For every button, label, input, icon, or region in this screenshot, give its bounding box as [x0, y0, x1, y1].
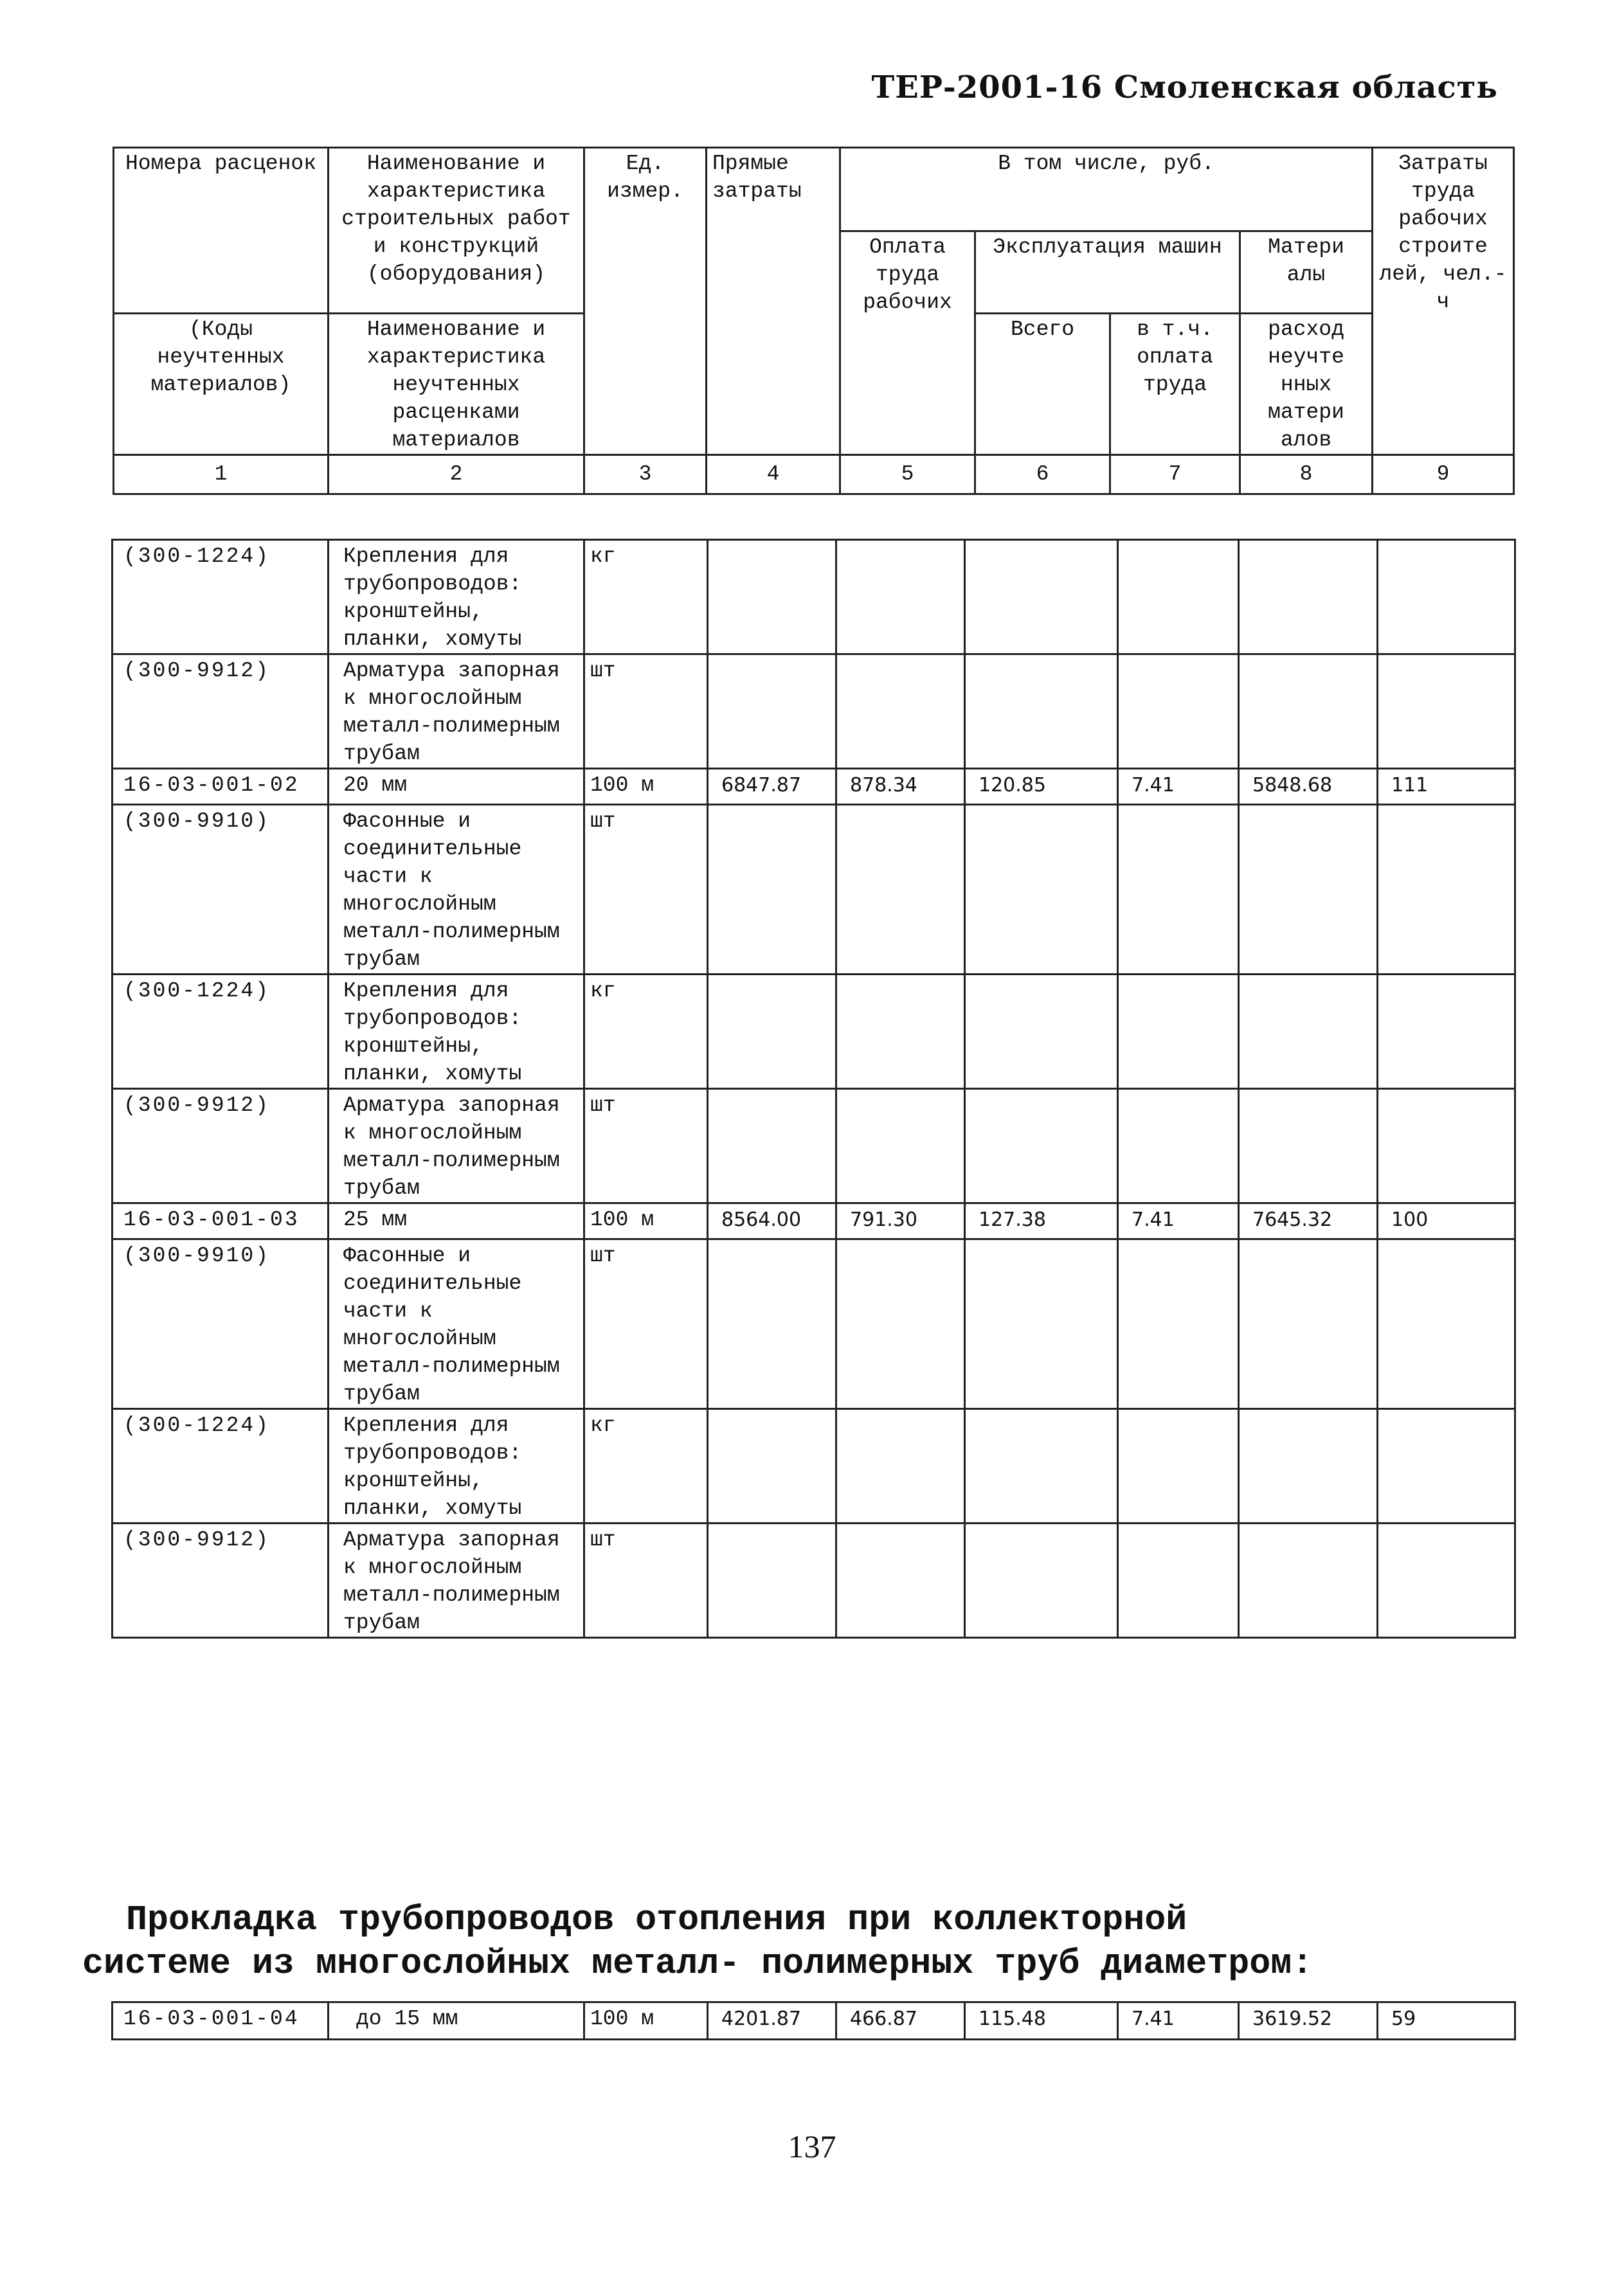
rate-labor: 466.87	[836, 2002, 965, 2040]
material-row	[113, 975, 1515, 1089]
material-code: (300-9912)	[113, 1524, 329, 1638]
header-num-6: 6	[975, 455, 1110, 494]
section-title	[82, 1898, 1313, 1986]
rate-machines-labor: 7.41	[1118, 1203, 1239, 1239]
rate-workers: 111	[1378, 769, 1515, 805]
rate-machines-total: 127.38	[965, 1203, 1118, 1239]
rate-unit: 100 м	[584, 1203, 708, 1239]
rate-code: 16-03-001-03	[113, 1203, 329, 1239]
header-num-3: 3	[584, 455, 707, 494]
rate-workers: 59	[1378, 2002, 1515, 2040]
material-row	[113, 805, 1515, 975]
rate-materials: 5848.68	[1239, 769, 1378, 805]
material-unit: шт	[584, 805, 708, 975]
material-name: Фасонные и соединительные части к многослойным металл-полимерным трубам	[329, 1239, 584, 1409]
material-unit: шт	[584, 1089, 708, 1203]
section-title-line-1: Прокладка трубопроводов отопления при коллекторной	[126, 1900, 1187, 1940]
rate-unit: 100 м	[584, 2002, 708, 2040]
material-code: (300-1224)	[113, 975, 329, 1089]
rates-table-continued	[111, 2001, 1516, 2040]
header-num-1: 1	[114, 455, 329, 494]
header-col3: Ед. измер.	[584, 148, 707, 455]
header-col5: Оплата труда рабочих	[840, 231, 975, 455]
material-row	[113, 1089, 1515, 1203]
rate-machines-labor: 7.41	[1118, 769, 1239, 805]
material-name: Крепления для трубопроводов: кронштейны, планки, хомуты	[329, 540, 584, 654]
header-num-7: 7	[1110, 455, 1240, 494]
header-col4: Прямые затраты	[707, 148, 840, 455]
material-name: Крепления для трубопроводов: кронштейны, планки, хомуты	[329, 975, 584, 1089]
material-unit: кг	[584, 1409, 708, 1524]
rate-name: до 15 мм	[329, 2002, 584, 2040]
header-col2-top: Наименование и характеристика строительных работ и конструкций (оборудования)	[329, 148, 584, 314]
material-code: (300-9910)	[113, 1239, 329, 1409]
rate-machines-total: 120.85	[965, 769, 1118, 805]
header-table	[113, 147, 1515, 495]
rate-row	[113, 2002, 1515, 2040]
header-num-4: 4	[707, 455, 840, 494]
material-code: (300-1224)	[113, 1409, 329, 1524]
material-row	[113, 540, 1515, 654]
header-including: В том числе, руб.	[840, 148, 1373, 231]
header-num-5: 5	[840, 455, 975, 494]
rate-unit: 100 м	[584, 769, 708, 805]
rate-machines-total: 115.48	[965, 2002, 1118, 2040]
header-col6: Всего	[975, 314, 1110, 455]
material-row	[113, 1524, 1515, 1638]
rate-code: 16-03-001-02	[113, 769, 329, 805]
header-col2-bottom: Наименование и характеристика неучтенных расценками материалов	[329, 314, 584, 455]
material-name: Фасонные и соединительные части к многослойным металл-полимерным трубам	[329, 805, 584, 975]
rate-row	[113, 769, 1515, 805]
header-num-2: 2	[329, 455, 584, 494]
rate-direct: 6847.87	[708, 769, 836, 805]
section-title-line-2: системе из многослойных металл- полимерных труб диаметром:	[82, 1943, 1313, 1984]
header-num-9: 9	[1373, 455, 1514, 494]
material-name: Арматура запорная к многослойным металл-полимерным трубам	[329, 1524, 584, 1638]
rate-labor: 878.34	[836, 769, 965, 805]
material-code: (300-9910)	[113, 805, 329, 975]
header-machines: Эксплуатация машин	[975, 231, 1240, 314]
material-name: Арматура запорная к многослойным металл-полимерным трубам	[329, 654, 584, 769]
running-head: ТЕР-2001-16 Смоленская область	[871, 69, 1498, 105]
rate-materials: 7645.32	[1239, 1203, 1378, 1239]
material-row	[113, 1239, 1515, 1409]
material-code: (300-1224)	[113, 540, 329, 654]
material-name: Крепления для трубопроводов: кронштейны, планки, хомуты	[329, 1409, 584, 1524]
rate-name: 20 мм	[329, 769, 584, 805]
material-unit: шт	[584, 1239, 708, 1409]
material-row	[113, 654, 1515, 769]
rate-name: 25 мм	[329, 1203, 584, 1239]
header-col9: Затраты труда рабочих строите лей, чел.-ч	[1373, 148, 1514, 455]
header-col1-bottom: (Коды неучтенных материалов)	[114, 314, 329, 455]
rate-direct: 4201.87	[708, 2002, 836, 2040]
material-row	[113, 1409, 1515, 1524]
material-code: (300-9912)	[113, 1089, 329, 1203]
rates-table	[111, 539, 1516, 1639]
material-unit: кг	[584, 540, 708, 654]
material-unit: кг	[584, 975, 708, 1089]
header-col1-top: Номера расценок	[114, 148, 329, 314]
rate-row	[113, 1203, 1515, 1239]
rate-labor: 791.30	[836, 1203, 965, 1239]
header-col8-bottom: расход неучте нных матери алов	[1240, 314, 1373, 455]
rate-code: 16-03-001-04	[113, 2002, 329, 2040]
rate-machines-labor: 7.41	[1118, 2002, 1239, 2040]
rate-workers: 100	[1378, 1203, 1515, 1239]
page-number: 137	[788, 2128, 836, 2164]
header-num-8: 8	[1240, 455, 1373, 494]
rate-direct: 8564.00	[708, 1203, 836, 1239]
material-code: (300-9912)	[113, 654, 329, 769]
material-name: Арматура запорная к многослойным металл-полимерным трубам	[329, 1089, 584, 1203]
header-col8-top: Матери алы	[1240, 231, 1373, 314]
rate-materials: 3619.52	[1239, 2002, 1378, 2040]
material-unit: шт	[584, 1524, 708, 1638]
material-unit: шт	[584, 654, 708, 769]
header-col7: в т.ч. оплата труда	[1110, 314, 1240, 455]
